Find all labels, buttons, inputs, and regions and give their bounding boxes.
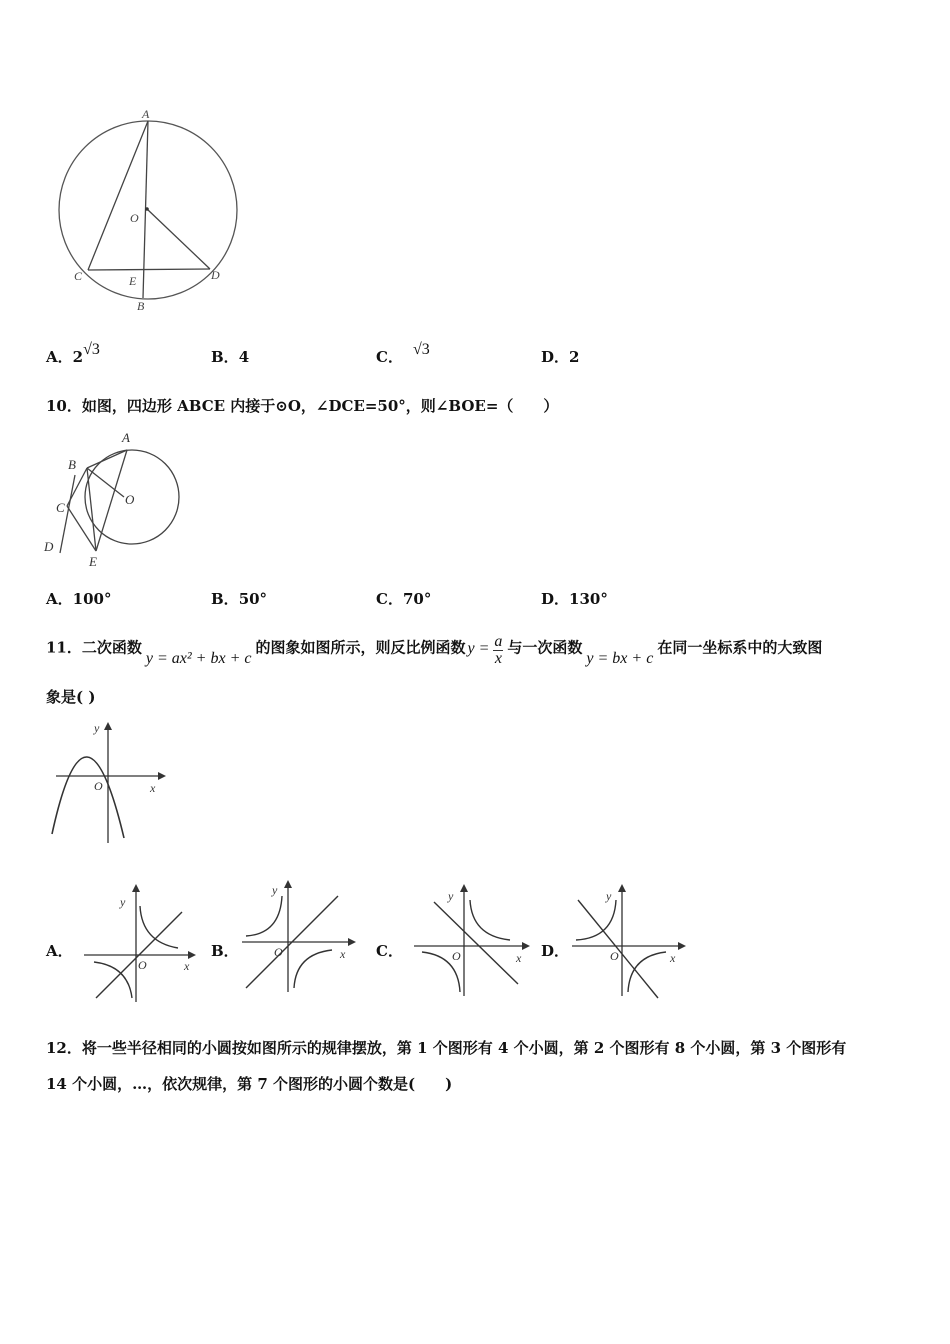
option-value: 70° [402, 590, 432, 608]
origin-label: O [610, 949, 619, 963]
chord-ae [96, 450, 127, 551]
label-b: B [68, 457, 76, 472]
formula-linear: y = bx + c [586, 649, 654, 667]
q9-option-a [46, 341, 100, 367]
hyperbola-branch-q1 [470, 900, 510, 940]
label-e: E [129, 274, 137, 288]
q10-option-c [376, 588, 431, 609]
q10-option-d [541, 588, 608, 609]
y-label: y [120, 895, 126, 909]
x-label: x [516, 951, 522, 965]
origin-label: O [138, 958, 147, 972]
formula-quadratic: y = ax² + bx + c [145, 649, 252, 667]
y-label: y [606, 889, 612, 903]
option-letter: B． [211, 590, 239, 608]
option-value: 130° [569, 590, 608, 608]
option-value: 2 [569, 348, 580, 366]
q9-circle-figure [50, 105, 275, 320]
origin-label: O [274, 945, 283, 959]
q9-option-b [211, 346, 249, 367]
q11-option-a-graph [76, 880, 201, 1005]
formula-inverse-lhs: y = [467, 639, 490, 657]
radius-bo [87, 468, 124, 497]
q11-stem-line1 [46, 632, 822, 672]
y-axis-arrow [284, 880, 292, 888]
x-label: x [150, 781, 156, 795]
linear-line [434, 902, 518, 984]
label-c: C [74, 269, 83, 283]
origin-label: O [94, 779, 103, 793]
hyperbola-branch-q4 [294, 950, 332, 988]
fraction-denominator: x [494, 650, 502, 667]
label-o: O [130, 211, 139, 225]
y-label: y [448, 889, 454, 903]
y-label: y [272, 883, 278, 897]
x-axis-arrow [678, 942, 686, 950]
hyperbola-branch-q4 [628, 952, 666, 992]
origin-label: O [452, 949, 461, 963]
q11-option-d-label: D． [541, 942, 570, 960]
option-letter: B． [211, 348, 239, 366]
label-a: A [122, 430, 130, 445]
x-axis-arrow [522, 942, 530, 950]
label-c: C [56, 500, 65, 515]
x-axis-arrow [158, 772, 166, 780]
option-letter: A． [46, 590, 73, 608]
stem-text: 在同一坐标系中的大致图 [657, 638, 823, 657]
q9-option-c [376, 341, 430, 367]
stem-text: 的图象如图所示，则反比例函数 [255, 638, 466, 657]
y-axis-arrow [618, 884, 626, 892]
label-e: E [89, 554, 97, 569]
label-b: B [137, 299, 145, 313]
option-value: 2 [72, 348, 84, 366]
q11-option-d-graph [566, 880, 691, 1005]
label-o: O [125, 492, 135, 507]
hyperbola-branch-q1 [140, 906, 178, 948]
option-letter: A． [46, 348, 73, 366]
fraction-numerator: a [494, 633, 503, 650]
option-value: 50° [238, 590, 268, 608]
q11-option-b-graph [236, 874, 361, 999]
y-label: y [94, 721, 100, 735]
center-dot [145, 207, 149, 211]
option-letter: D． [541, 590, 570, 608]
q11-option-c-graph [406, 880, 536, 1005]
q11-stem-line2: 象是( ) [46, 688, 96, 706]
y-axis-arrow [104, 722, 112, 730]
q10-option-a [46, 588, 111, 609]
option-value: 100° [72, 590, 112, 608]
option-letter: C． [376, 348, 403, 366]
q12-stem-line2: 14 个小圆，…，依次规律，第 7 个图形的小圆个数是( ) [46, 1075, 453, 1093]
stem-text: 11．二次函数 [46, 638, 142, 657]
y-axis-arrow [132, 884, 140, 892]
x-axis-arrow [348, 938, 356, 946]
q9-option-d [541, 346, 579, 367]
x-label: x [184, 959, 190, 973]
q11-option-a-label: A． [46, 942, 73, 960]
q10-option-b [211, 588, 267, 609]
sqrt-radical: √3 [412, 341, 430, 358]
q10-stem: 10．如图，四边形 ABCE 内接于⊙O，∠DCE=50°，则∠BOE=（ ） [46, 397, 559, 415]
chord-cd [88, 269, 210, 270]
option-letter: C． [376, 590, 403, 608]
side-ba [87, 450, 127, 468]
label-d: D [44, 539, 54, 554]
q11-option-c-label: C． [376, 942, 403, 960]
stem-text: 与一次函数 [507, 638, 583, 657]
x-label: x [340, 947, 346, 961]
fraction [493, 634, 503, 667]
option-letter: D． [541, 348, 570, 366]
label-a: A [142, 107, 150, 121]
x-axis-arrow [188, 951, 196, 959]
q12-stem-line1: 12．将一些半径相同的小圆按如图所示的规律摆放，第 1 个图形有 4 个小圆，第 2 个图形有 8 个小圆，第 3 个图形有 [46, 1039, 847, 1057]
hyperbola-branch-q2 [246, 896, 282, 936]
parabola-curve [52, 757, 124, 838]
q10-circle-figure [40, 425, 190, 575]
chord-ac [88, 121, 148, 270]
q11-option-b-label: B． [211, 942, 239, 960]
sqrt-radical: √3 [83, 341, 100, 358]
option-value: 4 [238, 348, 250, 366]
q11-parabola-figure [46, 718, 171, 848]
x-label: x [670, 951, 676, 965]
y-axis-arrow [460, 884, 468, 892]
label-d: D [211, 268, 220, 282]
radius-od [147, 209, 210, 269]
